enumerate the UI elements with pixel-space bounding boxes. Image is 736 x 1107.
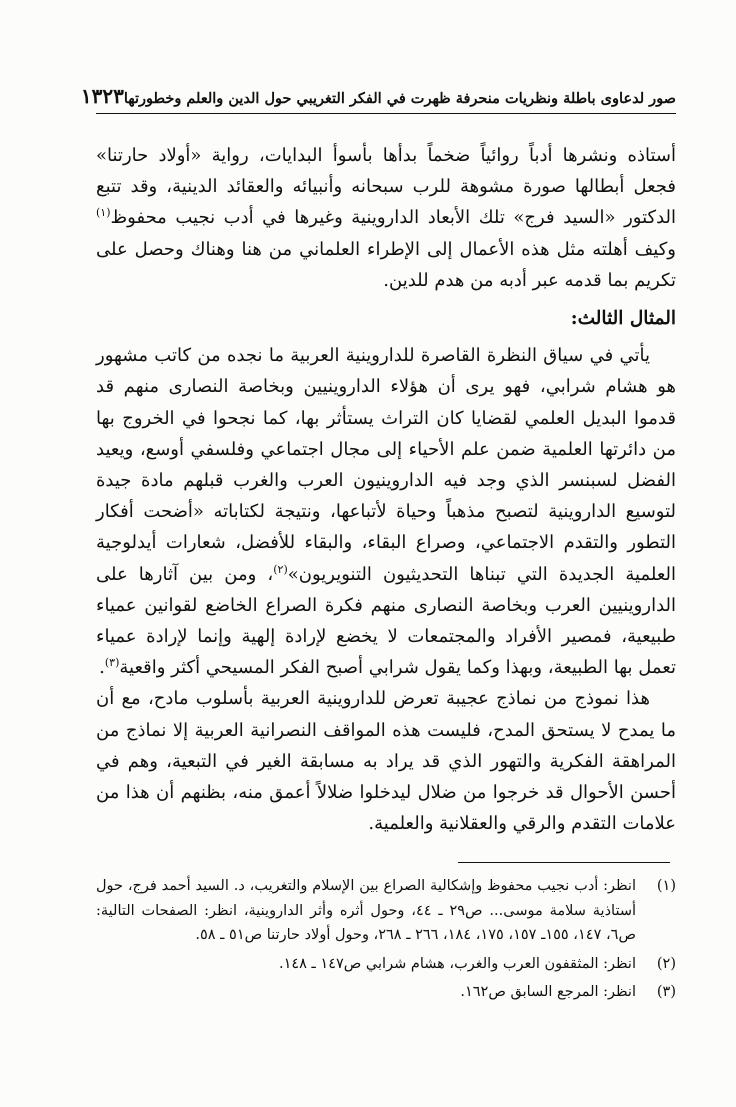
- header-rule: [96, 113, 676, 114]
- footnote-separator: [458, 862, 670, 863]
- main-text: [96, 140, 676, 839]
- footnote-item: [96, 952, 676, 977]
- paragraph-2-part-a: يأتي في سياق النظرة القاصرة للداروينية العربية ما نجده من كاتب مشهور هو هشام شرابي، فهو يرى أن هؤلاء الداروينيين وبخاصة النصارى منهم قد قدموا البديل العلمي لقضايا كان التراث يستأثر بها، كما نجحوا في الخروج بها من دائرتها العلمية ضمن علم الأحياء إلى مجال اجتماعي وفلسفي أوسع، ويعيد الفضل لسبنسر الذي وجد فيه الداروينيون العرب والغرب قبلهم مادة جيدة لتوسيع الداروينية لتصبح مذهباً وحياة لأتباعها، ونتيجة لكتاباته «أضحت أفكار التطور والتقدم الاجتماعي، وصراع البقاء، والبقاء للأفضل، شعارات أيدلوجية العلمية الجديدة التي تبناها التحديثيون التنويريون»: [96, 345, 676, 585]
- paragraph-2-part-b: ، ومن بين آثارها على الداروينيين العرب وبخاصة النصارى منهم فكرة الصراع الخاضع لقوانين عمياء طبيعية، فمصير الأفراد والمجتمعات لا يخضع لإرادة إلهية وإنما لإرادة عمياء تعمل بها الطبيعة، وبهذا وكما يقول شرابي أصبح الفكر المسيحي أكثر واقعية: [96, 563, 676, 679]
- footnote-text: انظر: أدب نجيب محفوظ وإشكالية الصراع بين الإسلام والتغريب، د. السيد أحمد فرج، حول أستاذية سلامة موسى... ص٢٩ ـ ٤٤، وحول أثره وأثر الداروينية، انظر: الصفحات التالية: ص٦، ١٤٧، ١٥٥ـ ١٥٧، ١٧٥، ١٨٤، ٢٦٦ ـ ٢٦٨، وحول أولاد حارتنا ص٥١ ـ ٥٨.: [96, 878, 636, 943]
- paragraph-continuation: [96, 140, 676, 296]
- footnote-ref-1[interactable]: (١): [96, 206, 111, 220]
- paragraph-2: [96, 340, 676, 683]
- footnote-ref-2[interactable]: (٢): [273, 562, 288, 576]
- section-heading: المثال الثالث:: [570, 308, 676, 330]
- footnote-item: [96, 980, 676, 1005]
- paragraph-1-text: أستاذه ونشرها أدباً روائياً ضخماً بدأها بأسوأ البدايات، رواية «أولاد حارتنا» فجعل أبطالها صورة مشوهة للرب سبحانه وأنبيائه والعقائد الدينية، وقد تتبع الدكتور «السيد فرج» تلك الأبعاد الداروينية وغيرها في أدب نجيب محفوظ: [96, 145, 676, 229]
- paragraph-3: هذا نموذج من نماذج عجيبة تعرض للداروينية العربية بأسلوب مادح، مع أن ما يمدح لا يستحق المدح، فليست هذه المواقف النصرانية العربية إلا نماذج من المراهقة الفكرية والتهور الذي قد يراد به مسابقة الغير في التبعية، وهم في أحسن الأحوال قد خرجوا من ضلال ليدخلوا ضلالاً أعمق منه، بظنهم أن هذا من علامات التقدم والرقي والعقلانية والعلمية.: [96, 688, 676, 835]
- paragraph-1-end: وكيف أهلته مثل هذه الأعمال إلى الإطراء العلماني من هنا وهناك وحصل على تكريم بما قدمه عبر أدبه من هدم للدين.: [96, 238, 676, 291]
- footnote-ref-3[interactable]: (٣): [104, 656, 120, 670]
- footnote-text: انظر: المرجع السابق ص١٦٢.: [460, 984, 636, 1000]
- running-header: [80, 84, 676, 108]
- page-number: ١٣٢٣: [80, 84, 124, 108]
- running-title: صور لدعاوى باطلة ونظريات منحرفة ظهرت في الفكر التغريبي حول الدين والعلم وخطورتها: [123, 90, 676, 107]
- footnote-item: [96, 874, 676, 948]
- footnote-text: انظر: المثقفون العرب والغرب، هشام شرابي ص١٤٧ ـ ١٤٨.: [278, 955, 636, 972]
- paragraph-2-part-c: .: [99, 657, 105, 679]
- footnotes: [96, 874, 676, 1009]
- footnote-number: (٣): [656, 984, 676, 1000]
- footnote-number: (٢): [656, 955, 676, 972]
- footnote-number: (١): [656, 878, 676, 894]
